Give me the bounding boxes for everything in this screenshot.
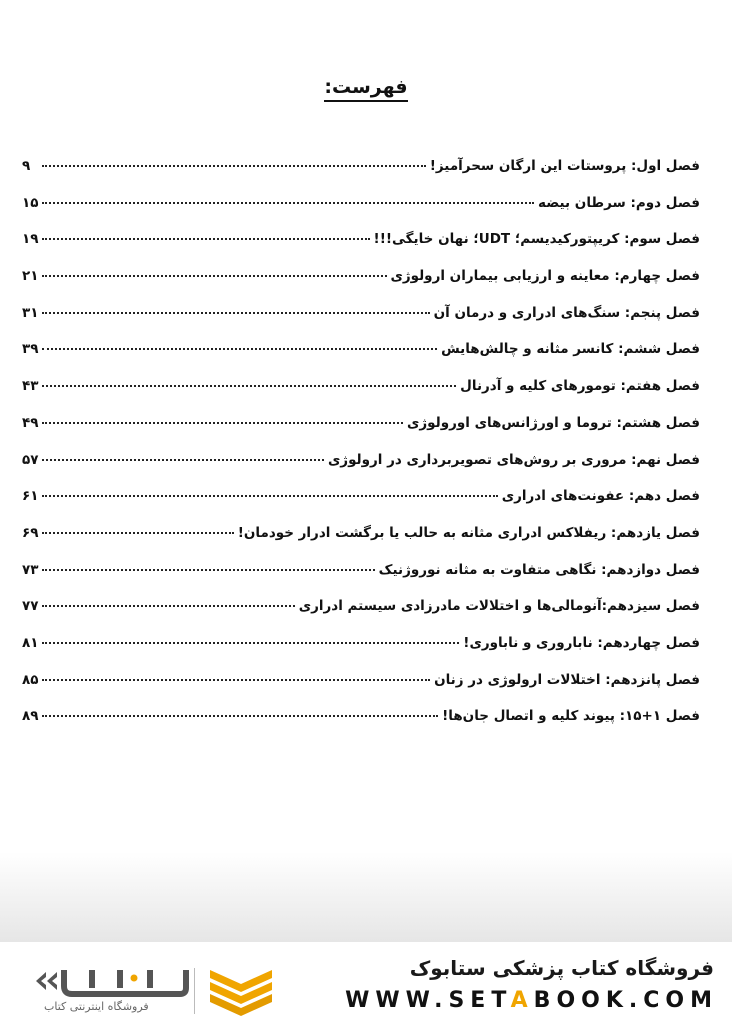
toc-entry-label: فصل دوم: سرطان بیضه	[538, 194, 700, 211]
toc-leader-dots	[42, 495, 497, 497]
toc-leader-dots	[42, 679, 430, 681]
toc-leader-dots	[42, 459, 323, 461]
url-part2: BOOK.COM	[533, 988, 718, 1013]
logo-subtitle: فروشگاه اینترنتی کتاب	[44, 1000, 149, 1013]
toc-entry[interactable]	[22, 195, 700, 232]
toc-entry[interactable]	[22, 231, 700, 268]
table-of-contents	[22, 158, 700, 745]
toc-entry-page: ۲۱	[22, 268, 39, 285]
toc-entry-page: ۴۹	[22, 414, 39, 431]
toc-leader-dots	[42, 532, 233, 534]
toc-entry-label: فصل دوازدهم: نگاهی متفاوت به مثانه نوروژنیک	[378, 561, 700, 578]
toc-entry-page: ۸۵	[22, 671, 39, 688]
toc-entry-label: فصل پانزدهم: اختلالات ارولوژی در زنان	[434, 671, 700, 688]
toc-entry[interactable]	[22, 341, 700, 378]
toc-leader-dots	[42, 275, 386, 277]
toc-entry[interactable]	[22, 708, 700, 745]
toc-entry-page: ۳۱	[22, 304, 39, 321]
toc-entry-label: فصل نهم: مروری بر روش‌های تصویربرداری در ارولوژی	[327, 451, 700, 468]
toc-entry-label: فصل ۱+۱۵: پیوند کلیه و اتصال جان‌ها!	[442, 708, 700, 725]
store-url[interactable]	[345, 988, 718, 1013]
toc-entry[interactable]	[22, 672, 700, 709]
toc-entry-label: فصل سیزدهم:آنومالی‌ها و اختلالات مادرزادی سیستم ادراری	[298, 598, 700, 615]
toc-entry-page: ۱۹	[22, 231, 39, 248]
toc-leader-dots	[42, 605, 294, 607]
toc-entry-page: ۴۳	[22, 378, 39, 395]
toc-entry[interactable]	[22, 562, 700, 599]
url-part1: WWW.SET	[345, 988, 511, 1013]
toc-leader-dots	[42, 385, 456, 387]
toc-leader-dots	[42, 165, 426, 167]
toc-entry-label: فصل هفتم: تومورهای کلیه و آدرنال	[460, 378, 700, 395]
toc-entry-label: فصل چهارم: معاینه و ارزیابی بیماران ارولوژی	[390, 268, 700, 285]
setabook-wordmark	[30, 964, 190, 998]
toc-entry[interactable]	[22, 635, 700, 672]
toc-title-wrap	[0, 76, 732, 102]
toc-leader-dots	[42, 715, 438, 717]
toc-entry-page: ۶۱	[22, 488, 39, 505]
toc-entry[interactable]	[22, 598, 700, 635]
toc-entry[interactable]	[22, 488, 700, 525]
url-highlight: A	[510, 988, 534, 1013]
toc-entry-page: ۶۹	[22, 524, 39, 541]
toc-entry-page: ۱۵	[22, 194, 39, 211]
toc-entry-label: فصل چهاردهم: ناباروری و ناباوری!	[463, 634, 700, 651]
toc-title: فهرست:	[324, 76, 407, 102]
toc-entry[interactable]	[22, 452, 700, 489]
toc-entry-label: فصل ششم: کانسر مثانه و چالش‌هایش	[441, 341, 700, 358]
toc-entry[interactable]	[22, 305, 700, 342]
toc-leader-dots	[42, 202, 534, 204]
toc-entry-page: ۹	[22, 158, 31, 174]
toc-entry-page: ۸۱	[22, 634, 39, 651]
toc-entry-page: ۷۳	[22, 561, 39, 578]
toc-leader-dots	[42, 422, 403, 424]
toc-entry-label: فصل سوم: کریپتورکیدیسم؛ UDT؛ نهان خایگی!!!	[373, 231, 700, 248]
toc-leader-dots	[42, 312, 429, 314]
toc-entry-label: فصل یازدهم: ریفلاکس ادراری مثانه به حالب یا برگشت ادرار خودمان!	[237, 524, 700, 541]
toc-entry-label: فصل اول: پروستات این ارگان سحرآمیز!	[429, 158, 700, 174]
toc-entry[interactable]	[22, 158, 700, 195]
toc-leader-dots	[42, 348, 437, 350]
logo-divider	[194, 968, 195, 1014]
toc-leader-dots	[42, 642, 459, 644]
toc-entry-label: فصل هشتم: تروما و اورژانس‌های اورولوژی	[407, 414, 700, 431]
store-name: فروشگاه کتاب پزشکی ستابوک	[409, 956, 714, 980]
toc-leader-dots	[42, 569, 374, 571]
toc-entry[interactable]	[22, 525, 700, 562]
toc-entry[interactable]	[22, 378, 700, 415]
chevron-stack-icon	[206, 966, 276, 1016]
toc-entry[interactable]	[22, 268, 700, 305]
toc-entry-page: ۸۹	[22, 708, 39, 725]
toc-leader-dots	[42, 238, 369, 240]
toc-entry[interactable]	[22, 415, 700, 452]
toc-entry-page: ۵۷	[22, 451, 39, 468]
toc-entry-page: ۷۷	[22, 598, 39, 615]
toc-entry-label: فصل پنجم: سنگ‌های ادراری و درمان آن	[433, 304, 700, 321]
toc-entry-page: ۳۹	[22, 341, 39, 358]
toc-entry-label: فصل دهم: عفونت‌های ادراری	[501, 488, 700, 505]
